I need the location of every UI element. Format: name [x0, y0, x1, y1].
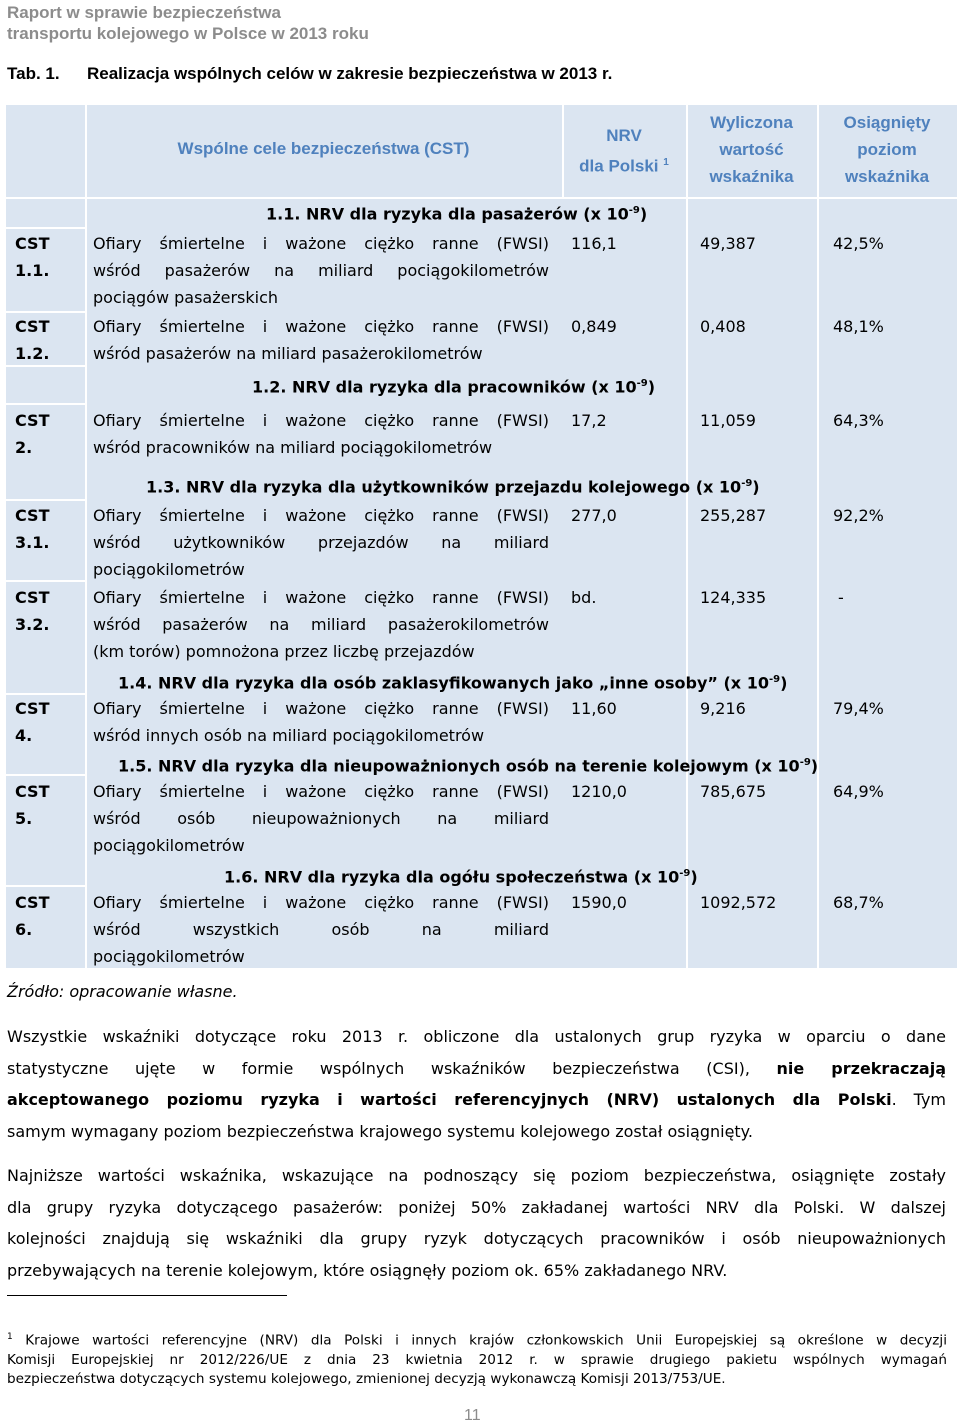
paragraph-2-line: Najniższe wartości wskaźnika, wskazujące na podnoszący się poziom bezpieczeństwa, osiągnięte zostały [7, 1166, 946, 1185]
footnote-line: $^1$ Krajowe wartości referencyjne (NRV) dla Polski i innych krajów członkowskich Unii Europejskiej są określone w decyzji [7, 1332, 947, 1349]
row-achieved: 64,3% [833, 411, 884, 430]
row-nrv: 1590,0 [571, 893, 627, 912]
row-description: Ofiary śmiertelne i ważone ciężko ranne (FWSI) wśród pasażerów na miliard pasażerokilometrów (km torów) pomnożona przez liczbę przejazdów [93, 588, 549, 661]
header-achieved-line2: poziom [857, 140, 917, 159]
row-nrv: bd. [571, 588, 597, 607]
row-achieved: - [838, 588, 844, 607]
row-achieved: 42,5% [833, 234, 884, 253]
header-calc-line2: wartość [719, 140, 784, 159]
table-number: Tab. 1. [7, 64, 60, 83]
footnote-separator [7, 1295, 287, 1296]
row-code: CST 3.2. [15, 588, 50, 634]
header-line-2: transportu kolejowego w Polsce w 2013 roku [7, 24, 369, 43]
row-code: CST 4. [15, 699, 50, 745]
header-achieved-line3: wskaźnika [844, 167, 930, 186]
paragraph-1-line: samym wymagany poziom bezpieczeństwa krajowego systemu kolejowego został osiągnięty. [7, 1121, 753, 1141]
header-calc-line3: wskaźnika [709, 167, 794, 186]
paragraph-2-line: przebywających na terenie kolejowym, które osiągnęły poziom ok. 65% zakładanego NRV. [7, 1260, 728, 1280]
row-code: CST 6. [15, 893, 50, 939]
row-calculated: 1092,572 [700, 893, 777, 912]
paragraph-2-line: kolejności znajdują się wskaźniki dla grupy ryzyk dotyczących pracowników i osób nieupoważnionych [7, 1229, 946, 1248]
row-achieved: 79,4% [833, 699, 884, 718]
goals-table [6, 105, 957, 968]
row-achieved: 48,1% [833, 317, 884, 336]
row-achieved: 92,2% [833, 506, 884, 525]
section-heading: 1.3. NRV dla ryzyka dla użytkowników przejazdu kolejowego (x $10^{-9}$) [146, 477, 760, 497]
row-description: Ofiary śmiertelne i ważone ciężko ranne (FWSI) wśród osób nieupoważnionych na miliard pociągokilometrów [93, 782, 549, 855]
grid-line [6, 227, 85, 229]
grid-line [6, 580, 85, 582]
row-nrv: 277,0 [571, 506, 617, 525]
row-code: CST 1.2. [15, 317, 50, 363]
row-calculated: 0,408 [700, 317, 746, 336]
row-calculated: 11,059 [700, 411, 756, 430]
paragraph-1-line: akceptowanego poziomu ryzyka i wartości referencyjnych (NRV) ustalonych dla Polski. Tym [7, 1090, 947, 1109]
footnote-marker: 1 [663, 157, 669, 168]
row-nrv: 116,1 [571, 234, 617, 253]
row-description: Ofiary śmiertelne i ważone ciężko ranne (FWSI) wśród pracowników na miliard pociągokilometrów [93, 411, 549, 457]
row-description: Ofiary śmiertelne i ważone ciężko ranne (FWSI) wśród pasażerów na miliard pasażerokilometrów [93, 317, 549, 363]
table-caption [7, 64, 612, 84]
footnote [7, 1328, 947, 1389]
row-code: CST 1.1. [15, 234, 50, 280]
row-achieved: 68,7% [833, 893, 884, 912]
header-achieved-level [817, 109, 957, 190]
grid-line [6, 403, 85, 405]
page-number: 11 [464, 1407, 481, 1424]
header-nrv-line1: NRV [606, 126, 642, 145]
row-description: Ofiary śmiertelne i ważone ciężko ranne (FWSI) wśród użytkowników przejazdów na miliard pociągokilometrów [93, 506, 549, 579]
paragraph-1 [7, 1021, 946, 1147]
header-calc-line1: Wyliczona [710, 113, 793, 132]
row-calculated: 124,335 [700, 588, 767, 607]
paragraph-2 [7, 1160, 946, 1286]
row-code: CST 2. [15, 411, 50, 457]
header-nrv-line2: dla Polski $^1$ [579, 156, 669, 176]
paragraph-1-line: Wszystkie wskaźniki dotyczące roku 2013 r. obliczone dla ustalonych grup ryzyka w oparciu o dane [7, 1027, 946, 1046]
grid-line [85, 105, 87, 968]
section-heading: 1.4. NRV dla ryzyka dla osób zaklasyfikowanych jako „inne osoby” (x $10^{-9}$) [118, 673, 788, 693]
row-calculated: 785,675 [700, 782, 767, 801]
header-achieved-line1: Osiągnięty [843, 113, 931, 132]
row-code: CST 3.1. [15, 506, 50, 552]
grid-line [6, 885, 85, 887]
row-calculated: 49,387 [700, 234, 756, 253]
footnote-number: 1 [7, 1332, 13, 1342]
grid-line [817, 105, 819, 968]
grid-line [6, 774, 85, 776]
row-achieved: 64,9% [833, 782, 884, 801]
table-source: Źródło: opracowanie własne. [7, 982, 238, 1001]
header-line-1: Raport w sprawie bezpieczeństwa [7, 3, 281, 22]
section-heading: 1.1. NRV dla ryzyka dla pasażerów (x $10^{-9}$) [266, 204, 648, 224]
row-nrv: 1210,0 [571, 782, 627, 801]
paragraph-1-line: statystyczne ujęte w formie wspólnych wskaźników bezpieczeństwa (CSI), nie przekraczają [7, 1058, 946, 1078]
row-nrv: 11,60 [571, 699, 617, 718]
header-calculated-value [686, 109, 817, 190]
header-nrv [562, 122, 686, 180]
row-calculated: 9,216 [700, 699, 746, 718]
row-description: Ofiary śmiertelne i ważone ciężko ranne (FWSI) wśród pasażerów na miliard pociągokilometrów pociągów pasażerskich [93, 234, 549, 307]
section-heading: 1.5. NRV dla ryzyka dla nieupoważnionych osób na terenie kolejowym (x $10^{-9}$) [118, 756, 819, 776]
row-nrv: 0,849 [571, 317, 617, 336]
paragraph-2-line: dla grupy ryzyka dotyczącego pasażerów: poniżej 50% zakładanej wartości NRV dla Polski. W dalszej [7, 1197, 946, 1217]
row-code: CST 5. [15, 782, 50, 828]
section-heading: 1.2. NRV dla ryzyka dla pracowników (x $10^{-9}$) [252, 377, 656, 397]
row-description: Ofiary śmiertelne i ważone ciężko ranne (FWSI) wśród innych osób na miliard pociągokilometrów [93, 699, 549, 745]
section-heading: 1.6. NRV dla ryzyka dla ogółu społeczeństwa (x $10^{-9}$) [224, 867, 698, 887]
row-calculated: 255,287 [700, 506, 767, 525]
row-nrv: 17,2 [571, 411, 607, 430]
footnote-line: Komisji Europejskiej nr 2012/226/UE z dnia 23 kwietnia 2012 r. w sprawie drugiego pakietu wspólnych wymagań [7, 1351, 947, 1368]
document-header [7, 2, 369, 44]
grid-line [6, 499, 85, 501]
grid-line [686, 105, 688, 968]
header-goals: Wspólne cele bezpieczeństwa (CST) [177, 139, 470, 158]
row-description: Ofiary śmiertelne i ważone ciężko ranne (FWSI) wśród wszystkich osób na miliard pociągokilometrów [93, 893, 549, 966]
table-title: Realizacja wspólnych celów w zakresie bezpieczeństwa w 2013 r. [87, 64, 613, 83]
footnote-line: bezpieczeństwa dotyczących systemu kolejowego, zmienionej decyzją wykonawczą Komisji 2013/753/UE. [7, 1370, 726, 1387]
